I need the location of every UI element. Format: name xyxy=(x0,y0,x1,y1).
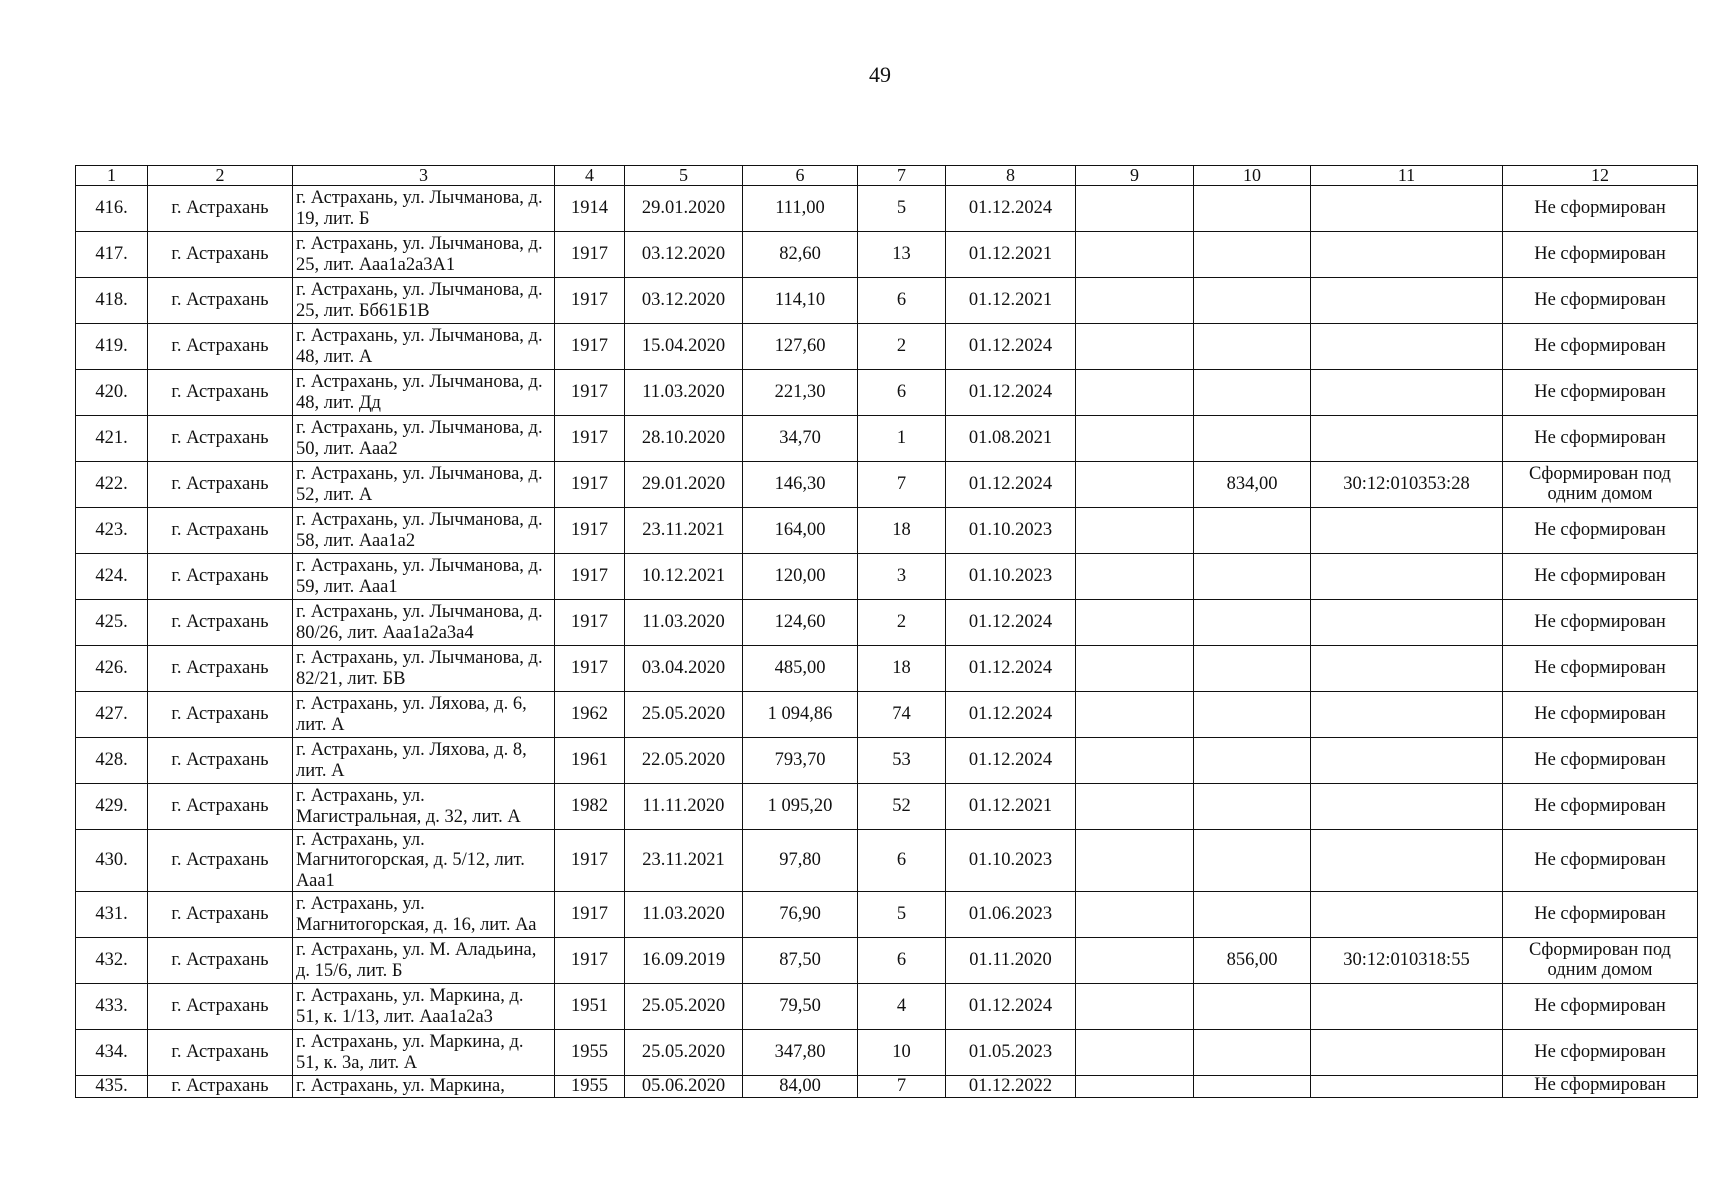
residents-cell: 1 xyxy=(858,416,946,462)
row-number-cell: 418. xyxy=(76,278,148,324)
year-built-cell: 1914 xyxy=(555,186,625,232)
date-cell: 11.03.2020 xyxy=(625,600,743,646)
city-cell: г. Астрахань xyxy=(148,646,293,692)
row-number-cell: 417. xyxy=(76,232,148,278)
year-built-cell: 1962 xyxy=(555,692,625,738)
table-row xyxy=(76,370,1698,416)
city-cell: г. Астрахань xyxy=(148,600,293,646)
land-status-cell: Не сформирован xyxy=(1503,370,1698,416)
area-cell: 114,10 xyxy=(743,278,858,324)
land-area-cell xyxy=(1194,892,1311,938)
table-row xyxy=(76,508,1698,554)
area-cell: 111,00 xyxy=(743,186,858,232)
area-cell: 124,60 xyxy=(743,600,858,646)
land-area-cell xyxy=(1194,416,1311,462)
deadline-cell: 01.12.2021 xyxy=(946,784,1076,830)
address-cell: г. Астрахань, ул. Маркина, xyxy=(293,1076,555,1098)
city-cell: г. Астрахань xyxy=(148,186,293,232)
residents-cell: 6 xyxy=(858,938,946,984)
land-area-cell: 856,00 xyxy=(1194,938,1311,984)
deadline-cell: 01.12.2024 xyxy=(946,324,1076,370)
land-status-cell: Не сформирован xyxy=(1503,508,1698,554)
city-cell: г. Астрахань xyxy=(148,1076,293,1098)
address-cell: г. Астрахань, ул. Лычманова, д. 50, лит. Ааа2 xyxy=(293,416,555,462)
city-cell: г. Астрахань xyxy=(148,938,293,984)
city-cell: г. Астрахань xyxy=(148,738,293,784)
column-9-cell xyxy=(1076,1030,1194,1076)
area-cell: 221,30 xyxy=(743,370,858,416)
column-9-cell xyxy=(1076,462,1194,508)
column-9-cell xyxy=(1076,1076,1194,1098)
table-row xyxy=(76,984,1698,1030)
row-number-cell: 429. xyxy=(76,784,148,830)
date-cell: 03.12.2020 xyxy=(625,278,743,324)
residents-cell: 53 xyxy=(858,738,946,784)
deadline-cell: 01.12.2024 xyxy=(946,600,1076,646)
deadline-cell: 01.12.2024 xyxy=(946,692,1076,738)
residents-cell: 4 xyxy=(858,984,946,1030)
date-cell: 11.11.2020 xyxy=(625,784,743,830)
land-area-cell: 834,00 xyxy=(1194,462,1311,508)
address-cell: г. Астрахань, ул. Лычманова, д. 48, лит. Дд xyxy=(293,370,555,416)
land-status-cell: Не сформирован xyxy=(1503,892,1698,938)
column-header: 6 xyxy=(743,166,858,186)
residents-cell: 18 xyxy=(858,646,946,692)
year-built-cell: 1982 xyxy=(555,784,625,830)
row-number-cell: 430. xyxy=(76,830,148,892)
address-cell: г. Астрахань, ул. Лычманова, д. 52, лит. А xyxy=(293,462,555,508)
city-cell: г. Астрахань xyxy=(148,462,293,508)
date-cell: 22.05.2020 xyxy=(625,738,743,784)
area-cell: 164,00 xyxy=(743,508,858,554)
cadastral-number-cell xyxy=(1311,1030,1503,1076)
cadastral-number-cell xyxy=(1311,646,1503,692)
table-row xyxy=(76,692,1698,738)
date-cell: 11.03.2020 xyxy=(625,370,743,416)
cadastral-number-cell xyxy=(1311,278,1503,324)
address-cell: г. Астрахань, ул. Маркина, д. 51, к. 3а, лит. А xyxy=(293,1030,555,1076)
column-header: 9 xyxy=(1076,166,1194,186)
address-cell: г. Астрахань, ул. Лычманова, д. 58, лит. Ааа1а2 xyxy=(293,508,555,554)
city-cell: г. Астрахань xyxy=(148,830,293,892)
cadastral-number-cell xyxy=(1311,508,1503,554)
land-status-cell: Не сформирован xyxy=(1503,738,1698,784)
year-built-cell: 1917 xyxy=(555,416,625,462)
deadline-cell: 01.08.2021 xyxy=(946,416,1076,462)
table-body xyxy=(76,186,1698,1098)
city-cell: г. Астрахань xyxy=(148,324,293,370)
row-number-cell: 421. xyxy=(76,416,148,462)
residents-cell: 7 xyxy=(858,462,946,508)
deadline-cell: 01.12.2024 xyxy=(946,984,1076,1030)
address-cell: г. Астрахань, ул. Лычманова, д. 19, лит. Б xyxy=(293,186,555,232)
area-cell: 34,70 xyxy=(743,416,858,462)
area-cell: 84,00 xyxy=(743,1076,858,1098)
city-cell: г. Астрахань xyxy=(148,278,293,324)
column-header: 10 xyxy=(1194,166,1311,186)
date-cell: 25.05.2020 xyxy=(625,1030,743,1076)
table-row xyxy=(76,938,1698,984)
table-row xyxy=(76,892,1698,938)
land-status-cell: Не сформирован xyxy=(1503,784,1698,830)
date-cell: 23.11.2021 xyxy=(625,508,743,554)
residents-cell: 2 xyxy=(858,324,946,370)
row-number-cell: 433. xyxy=(76,984,148,1030)
cadastral-number-cell xyxy=(1311,232,1503,278)
city-cell: г. Астрахань xyxy=(148,1030,293,1076)
deadline-cell: 01.10.2023 xyxy=(946,508,1076,554)
year-built-cell: 1917 xyxy=(555,938,625,984)
residents-cell: 6 xyxy=(858,830,946,892)
year-built-cell: 1917 xyxy=(555,554,625,600)
residents-cell: 3 xyxy=(858,554,946,600)
column-header: 5 xyxy=(625,166,743,186)
date-cell: 25.05.2020 xyxy=(625,692,743,738)
year-built-cell: 1917 xyxy=(555,278,625,324)
housing-register-table xyxy=(75,165,1698,1098)
deadline-cell: 01.06.2023 xyxy=(946,892,1076,938)
row-number-cell: 428. xyxy=(76,738,148,784)
deadline-cell: 01.12.2024 xyxy=(946,370,1076,416)
residents-cell: 10 xyxy=(858,1030,946,1076)
land-status-cell: Не сформирован xyxy=(1503,324,1698,370)
page-number: 49 xyxy=(869,62,891,87)
year-built-cell: 1955 xyxy=(555,1030,625,1076)
residents-cell: 6 xyxy=(858,278,946,324)
column-9-cell xyxy=(1076,370,1194,416)
column-9-cell xyxy=(1076,938,1194,984)
area-cell: 82,60 xyxy=(743,232,858,278)
cadastral-number-cell xyxy=(1311,830,1503,892)
date-cell: 16.09.2019 xyxy=(625,938,743,984)
cadastral-number-cell xyxy=(1311,1076,1503,1098)
city-cell: г. Астрахань xyxy=(148,892,293,938)
row-number-cell: 426. xyxy=(76,646,148,692)
date-cell: 05.06.2020 xyxy=(625,1076,743,1098)
year-built-cell: 1917 xyxy=(555,830,625,892)
land-area-cell xyxy=(1194,692,1311,738)
area-cell: 120,00 xyxy=(743,554,858,600)
land-area-cell xyxy=(1194,186,1311,232)
column-header: 2 xyxy=(148,166,293,186)
land-status-cell: Не сформирован xyxy=(1503,1076,1698,1098)
city-cell: г. Астрахань xyxy=(148,370,293,416)
cadastral-number-cell: 30:12:010353:28 xyxy=(1311,462,1503,508)
date-cell: 23.11.2021 xyxy=(625,830,743,892)
year-built-cell: 1917 xyxy=(555,324,625,370)
land-area-cell xyxy=(1194,600,1311,646)
row-number-cell: 425. xyxy=(76,600,148,646)
land-status-cell: Не сформирован xyxy=(1503,1030,1698,1076)
land-area-cell xyxy=(1194,370,1311,416)
cadastral-number-cell xyxy=(1311,784,1503,830)
area-cell: 76,90 xyxy=(743,892,858,938)
land-area-cell xyxy=(1194,984,1311,1030)
address-cell: г. Астрахань, ул. Лычманова, д. 25, лит. Ааа1а2а3А1 xyxy=(293,232,555,278)
table-row xyxy=(76,186,1698,232)
address-cell: г. Астрахань, ул. Лычманова, д. 48, лит. А xyxy=(293,324,555,370)
land-area-cell xyxy=(1194,554,1311,600)
column-9-cell xyxy=(1076,784,1194,830)
cadastral-number-cell: 30:12:010318:55 xyxy=(1311,938,1503,984)
column-9-cell xyxy=(1076,646,1194,692)
year-built-cell: 1917 xyxy=(555,600,625,646)
column-9-cell xyxy=(1076,278,1194,324)
column-header: 8 xyxy=(946,166,1076,186)
deadline-cell: 01.12.2021 xyxy=(946,278,1076,324)
column-header: 1 xyxy=(76,166,148,186)
residents-cell: 5 xyxy=(858,186,946,232)
area-cell: 146,30 xyxy=(743,462,858,508)
land-area-cell xyxy=(1194,324,1311,370)
city-cell: г. Астрахань xyxy=(148,554,293,600)
residents-cell: 13 xyxy=(858,232,946,278)
residents-cell: 6 xyxy=(858,370,946,416)
date-cell: 28.10.2020 xyxy=(625,416,743,462)
row-number-cell: 427. xyxy=(76,692,148,738)
land-area-cell xyxy=(1194,1076,1311,1098)
land-area-cell xyxy=(1194,646,1311,692)
address-cell: г. Астрахань, ул. Магнитогорская, д. 16, лит. Аа xyxy=(293,892,555,938)
column-9-cell xyxy=(1076,830,1194,892)
deadline-cell: 01.10.2023 xyxy=(946,554,1076,600)
land-area-cell xyxy=(1194,278,1311,324)
land-status-cell: Не сформирован xyxy=(1503,554,1698,600)
table-row xyxy=(76,416,1698,462)
deadline-cell: 01.12.2024 xyxy=(946,186,1076,232)
row-number-cell: 424. xyxy=(76,554,148,600)
land-status-cell: Не сформирован xyxy=(1503,984,1698,1030)
year-built-cell: 1917 xyxy=(555,892,625,938)
column-number-row xyxy=(76,166,1698,186)
column-header: 3 xyxy=(293,166,555,186)
row-number-cell: 422. xyxy=(76,462,148,508)
column-9-cell xyxy=(1076,186,1194,232)
city-cell: г. Астрахань xyxy=(148,784,293,830)
date-cell: 25.05.2020 xyxy=(625,984,743,1030)
land-status-cell: Сформирован под одним домом xyxy=(1503,462,1698,508)
cadastral-number-cell xyxy=(1311,692,1503,738)
address-cell: г. Астрахань, ул. М. Аладьина, д. 15/6, лит. Б xyxy=(293,938,555,984)
cadastral-number-cell xyxy=(1311,186,1503,232)
deadline-cell: 01.12.2024 xyxy=(946,646,1076,692)
address-cell: г. Астрахань, ул. Магистральная, д. 32, лит. А xyxy=(293,784,555,830)
column-header: 12 xyxy=(1503,166,1698,186)
column-9-cell xyxy=(1076,232,1194,278)
table-row xyxy=(76,1030,1698,1076)
table-row xyxy=(76,1076,1698,1098)
address-cell: г. Астрахань, ул. Лычманова, д. 80/26, лит. Ааа1а2а3а4 xyxy=(293,600,555,646)
column-9-cell xyxy=(1076,892,1194,938)
date-cell: 29.01.2020 xyxy=(625,462,743,508)
column-9-cell xyxy=(1076,600,1194,646)
date-cell: 03.12.2020 xyxy=(625,232,743,278)
deadline-cell: 01.12.2021 xyxy=(946,232,1076,278)
area-cell: 127,60 xyxy=(743,324,858,370)
deadline-cell: 01.12.2024 xyxy=(946,462,1076,508)
city-cell: г. Астрахань xyxy=(148,232,293,278)
year-built-cell: 1917 xyxy=(555,508,625,554)
cadastral-number-cell xyxy=(1311,600,1503,646)
land-area-cell xyxy=(1194,784,1311,830)
date-cell: 10.12.2021 xyxy=(625,554,743,600)
land-status-cell: Не сформирован xyxy=(1503,232,1698,278)
date-cell: 11.03.2020 xyxy=(625,892,743,938)
row-number-cell: 432. xyxy=(76,938,148,984)
year-built-cell: 1917 xyxy=(555,370,625,416)
city-cell: г. Астрахань xyxy=(148,508,293,554)
year-built-cell: 1951 xyxy=(555,984,625,1030)
table-row xyxy=(76,738,1698,784)
table-row xyxy=(76,554,1698,600)
table-row xyxy=(76,784,1698,830)
column-9-cell xyxy=(1076,416,1194,462)
date-cell: 03.04.2020 xyxy=(625,646,743,692)
row-number-cell: 416. xyxy=(76,186,148,232)
deadline-cell: 01.12.2024 xyxy=(946,738,1076,784)
cadastral-number-cell xyxy=(1311,370,1503,416)
column-9-cell xyxy=(1076,738,1194,784)
row-number-cell: 431. xyxy=(76,892,148,938)
column-9-cell xyxy=(1076,984,1194,1030)
address-cell: г. Астрахань, ул. Лычманова, д. 25, лит. Бб61Б1В xyxy=(293,278,555,324)
address-cell: г. Астрахань, ул. Магнитогорская, д. 5/12, лит. Ааа1 xyxy=(293,830,555,892)
table-row xyxy=(76,646,1698,692)
table-row xyxy=(76,278,1698,324)
area-cell: 485,00 xyxy=(743,646,858,692)
row-number-cell: 420. xyxy=(76,370,148,416)
table-row xyxy=(76,324,1698,370)
residents-cell: 18 xyxy=(858,508,946,554)
year-built-cell: 1917 xyxy=(555,646,625,692)
row-number-cell: 434. xyxy=(76,1030,148,1076)
area-cell: 79,50 xyxy=(743,984,858,1030)
address-cell: г. Астрахань, ул. Лычманова, д. 82/21, лит. БВ xyxy=(293,646,555,692)
address-cell: г. Астрахань, ул. Ляхова, д. 6, лит. А xyxy=(293,692,555,738)
column-header: 7 xyxy=(858,166,946,186)
land-status-cell: Не сформирован xyxy=(1503,186,1698,232)
residents-cell: 74 xyxy=(858,692,946,738)
cadastral-number-cell xyxy=(1311,984,1503,1030)
deadline-cell: 01.10.2023 xyxy=(946,830,1076,892)
date-cell: 15.04.2020 xyxy=(625,324,743,370)
residents-cell: 2 xyxy=(858,600,946,646)
column-9-cell xyxy=(1076,554,1194,600)
row-number-cell: 423. xyxy=(76,508,148,554)
row-number-cell: 435. xyxy=(76,1076,148,1098)
year-built-cell: 1917 xyxy=(555,462,625,508)
land-status-cell: Не сформирован xyxy=(1503,416,1698,462)
land-status-cell: Не сформирован xyxy=(1503,600,1698,646)
row-number-cell: 419. xyxy=(76,324,148,370)
land-status-cell: Не сформирован xyxy=(1503,830,1698,892)
table-row xyxy=(76,600,1698,646)
address-cell: г. Астрахань, ул. Лычманова, д. 59, лит. Ааа1 xyxy=(293,554,555,600)
year-built-cell: 1955 xyxy=(555,1076,625,1098)
land-status-cell: Не сформирован xyxy=(1503,278,1698,324)
residents-cell: 5 xyxy=(858,892,946,938)
deadline-cell: 01.11.2020 xyxy=(946,938,1076,984)
land-area-cell xyxy=(1194,1030,1311,1076)
year-built-cell: 1961 xyxy=(555,738,625,784)
land-status-cell: Не сформирован xyxy=(1503,646,1698,692)
column-9-cell xyxy=(1076,508,1194,554)
cadastral-number-cell xyxy=(1311,738,1503,784)
area-cell: 347,80 xyxy=(743,1030,858,1076)
date-cell: 29.01.2020 xyxy=(625,186,743,232)
cadastral-number-cell xyxy=(1311,554,1503,600)
land-area-cell xyxy=(1194,738,1311,784)
column-9-cell xyxy=(1076,324,1194,370)
land-status-cell: Сформирован под одним домом xyxy=(1503,938,1698,984)
address-cell: г. Астрахань, ул. Ляхова, д. 8, лит. А xyxy=(293,738,555,784)
table-row xyxy=(76,462,1698,508)
land-area-cell xyxy=(1194,232,1311,278)
cadastral-number-cell xyxy=(1311,892,1503,938)
column-header: 11 xyxy=(1311,166,1503,186)
area-cell: 1 094,86 xyxy=(743,692,858,738)
table-row xyxy=(76,830,1698,892)
residents-cell: 7 xyxy=(858,1076,946,1098)
cadastral-number-cell xyxy=(1311,416,1503,462)
column-9-cell xyxy=(1076,692,1194,738)
area-cell: 793,70 xyxy=(743,738,858,784)
area-cell: 87,50 xyxy=(743,938,858,984)
area-cell: 97,80 xyxy=(743,830,858,892)
cadastral-number-cell xyxy=(1311,324,1503,370)
year-built-cell: 1917 xyxy=(555,232,625,278)
address-cell: г. Астрахань, ул. Маркина, д. 51, к. 1/13, лит. Ааа1а2а3 xyxy=(293,984,555,1030)
deadline-cell: 01.12.2022 xyxy=(946,1076,1076,1098)
table-row xyxy=(76,232,1698,278)
land-area-cell xyxy=(1194,830,1311,892)
column-header: 4 xyxy=(555,166,625,186)
city-cell: г. Астрахань xyxy=(148,692,293,738)
deadline-cell: 01.05.2023 xyxy=(946,1030,1076,1076)
residents-cell: 52 xyxy=(858,784,946,830)
area-cell: 1 095,20 xyxy=(743,784,858,830)
city-cell: г. Астрахань xyxy=(148,416,293,462)
land-status-cell: Не сформирован xyxy=(1503,692,1698,738)
land-area-cell xyxy=(1194,508,1311,554)
city-cell: г. Астрахань xyxy=(148,984,293,1030)
